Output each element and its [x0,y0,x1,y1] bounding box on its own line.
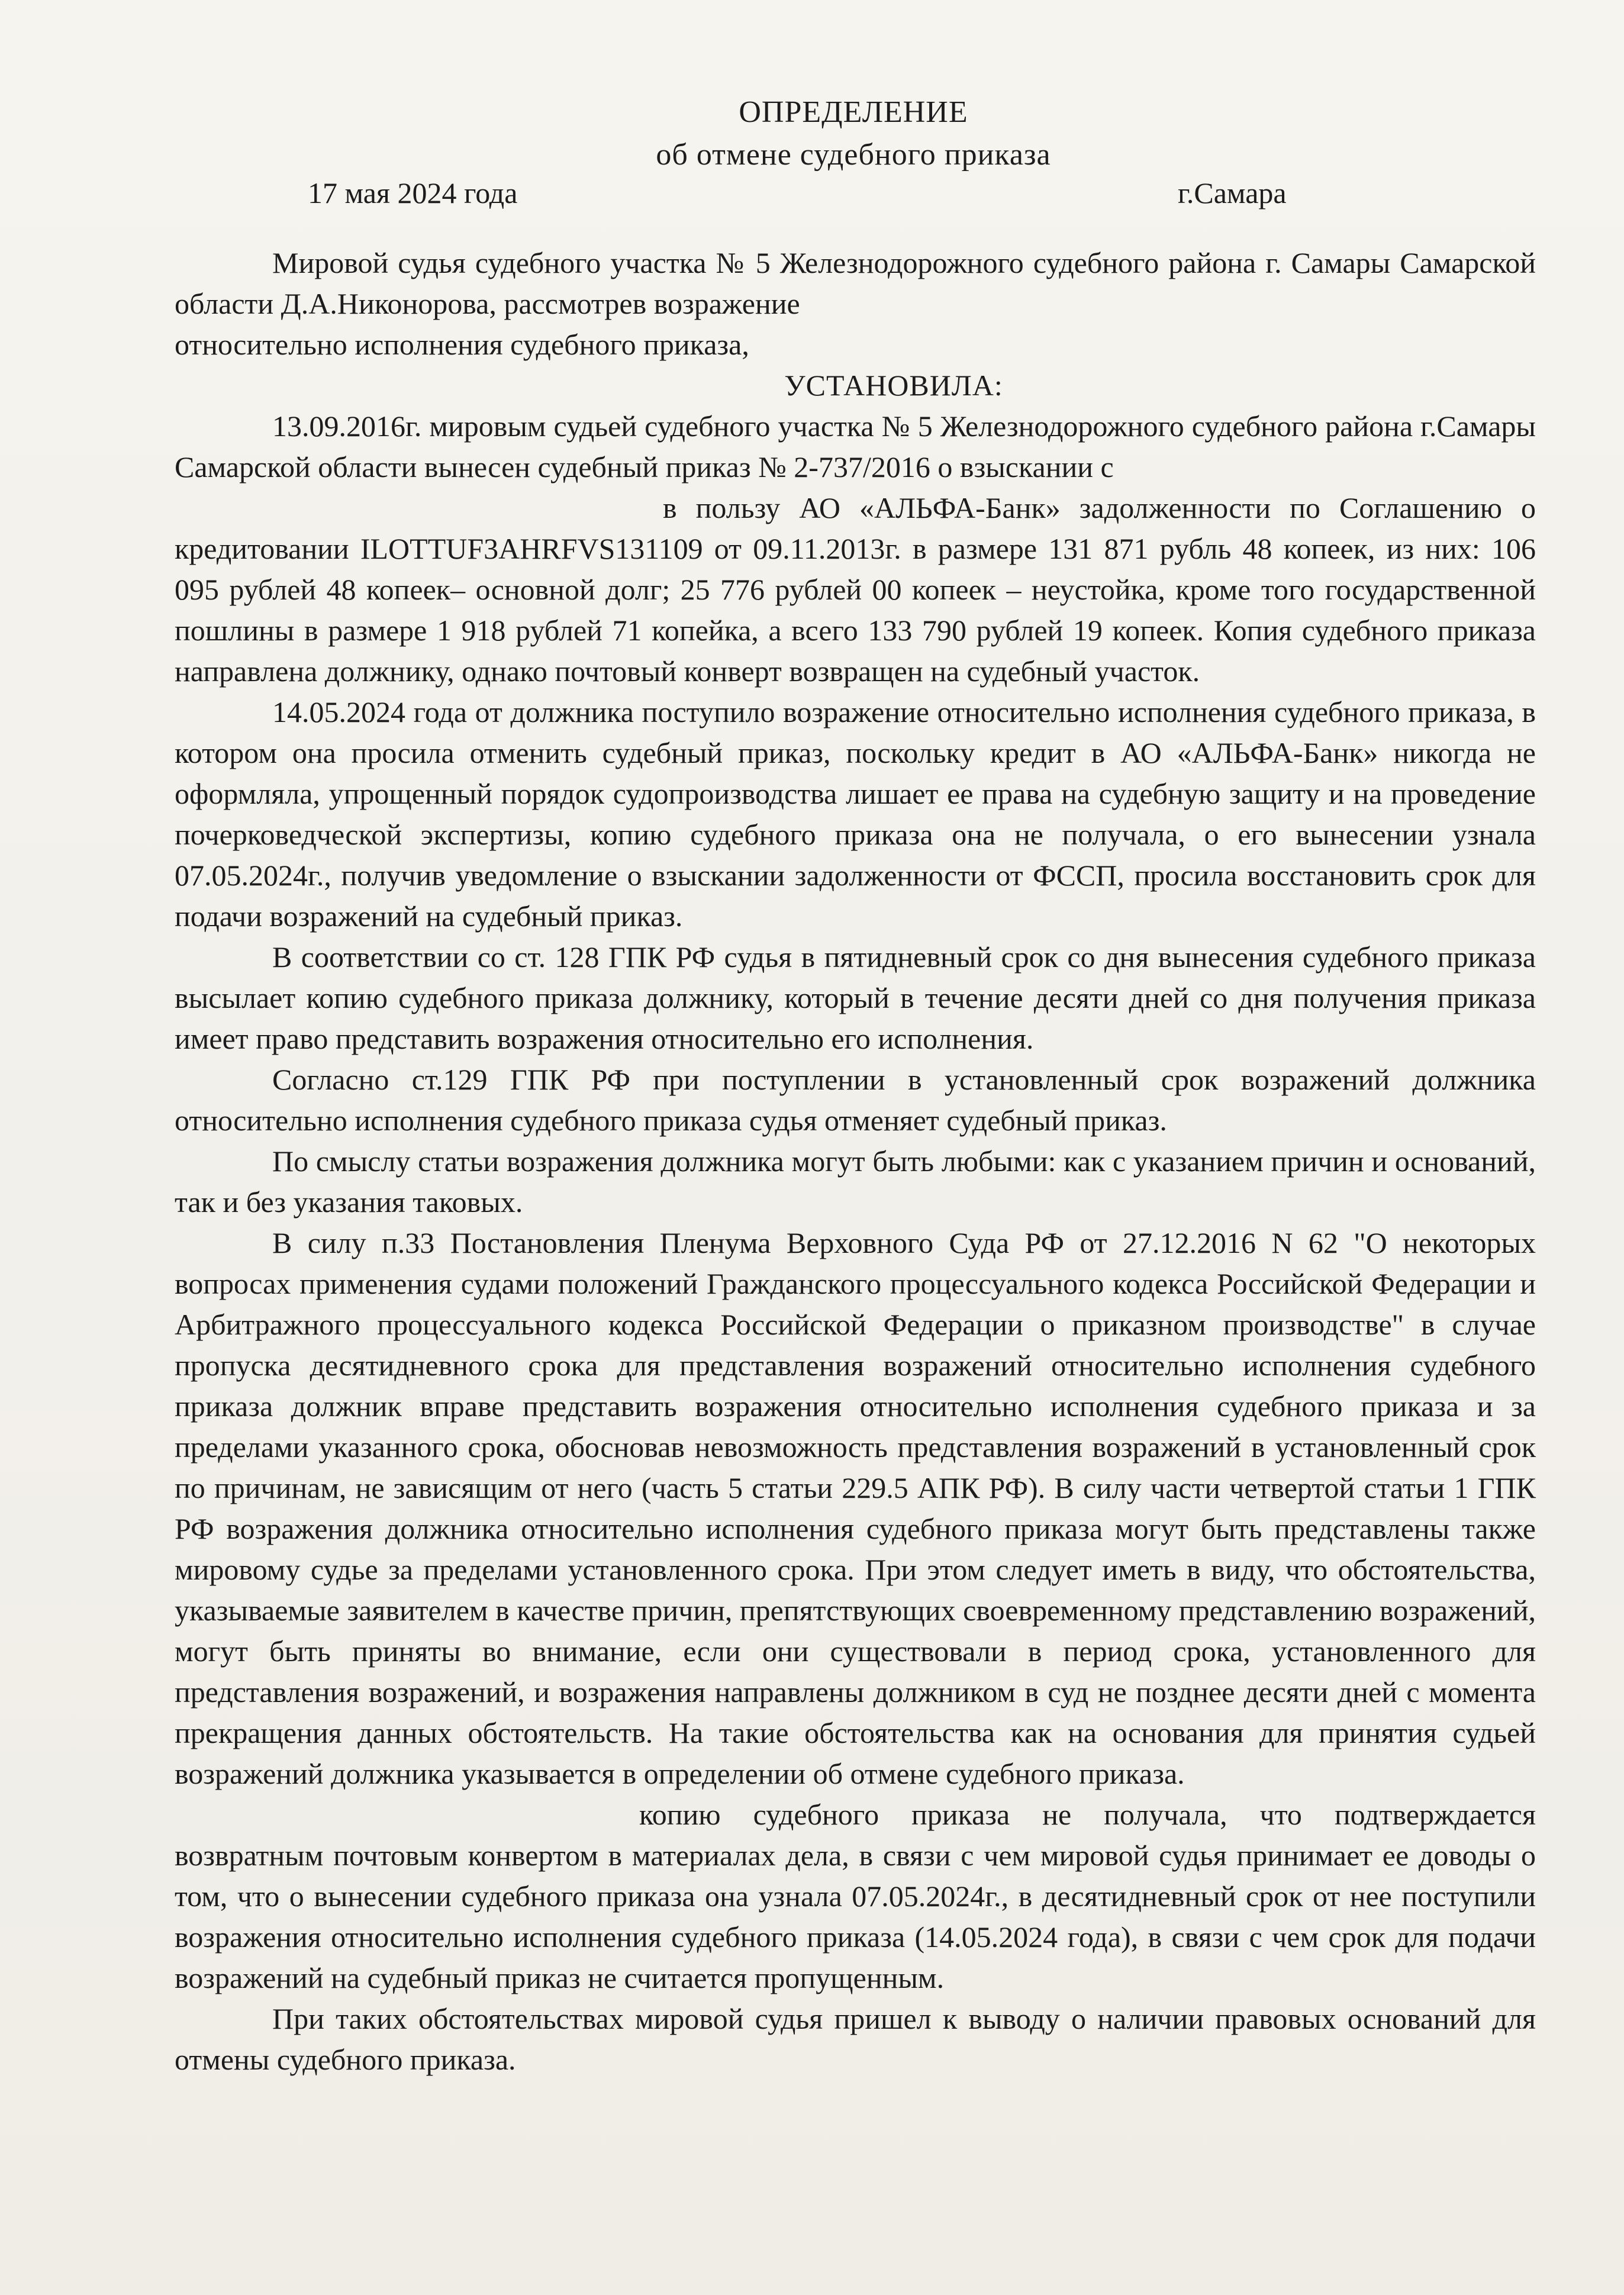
paragraph-conclusion: При таких обстоятельствах мировой судья пришел к выводу о наличии правовых оснований для отмены судебного приказа. [175,2002,1536,2076]
document-title: ОПРЕДЕЛЕНИЕ [739,95,968,129]
document-subtitle: об отмене судебного приказа [656,138,1051,172]
paragraph-article-128: В соответствии со ст. 128 ГПК РФ судья в пятидневный срок со дня вынесения судебного приказа высылает копию судебного приказа должнику, который в течение десяти дней со дня получения приказа имеет право представить возражения относительно его исполнения. [175,940,1536,1055]
document-body [175,243,1536,2080]
paragraph-plenum: В силу п.33 Постановления Пленума Верховного Суда РФ от 27.12.2016 N 62 "О некоторых вопросах применения судами положений Гражданского процессуального кодекса Российской Федерации и Арбитражного процессуального кодекса Российской Федерации о приказном производстве" в случае пропуска десятидневного срока для представления возражений относительно исполнения судебного приказа должник вправе представить возражения относительно исполнения судебного приказа и за пределами указанного срока, обосновав невозможность представления возражений в установленный срок по причинам, не зависящим от него (часть 5 статьи 229.5 АПК РФ). В силу части четвертой статьи 1 ГПК РФ возражения должника относительно исполнения судебного приказа могут быть представлены также мировому судье за пределами установленного срока. При этом следует иметь в виду, что обстоятельства, указываемые заявителем в качестве причин, препятствующих своевременному представлению возражений, могут быть приняты во внимание, если они существовали в период срока, установленного для представления возражений, и возражения направлены должником в суд не позднее десяти дней с момента прекращения данных обстоятельств. На такие обстоятельства как на основания для принятия судьей возражений должника указывается в определении об отмене судебного приказа. [175,1226,1536,1790]
paragraph-order-details [175,488,1536,692]
document-city: г.Самара [1178,176,1287,209]
paragraph-objection: 14.05.2024 года от должника поступило возражение относительно исполнения судебного приказа, в котором она просила отменить судебный приказ, поскольку кредит в АО «АЛЬФА-Банк» никогда не оформляла, упрощенный порядок судопроизводства лишает ее права на судебную защиту и на проведение почерковедческой экспертизы, копию судебного приказа она не получала, о его вынесении узнала 07.05.2024г., получив уведомление о взыскании задолженности от ФССП, просила восстановить срок для подачи возражений на судебный приказ. [175,695,1536,933]
section-heading: УСТАНОВИЛА: [784,369,1003,402]
paragraph-meaning: По смыслу статьи возражения должника могут быть любыми: как с указанием причин и оснований, так и без указания таковых. [175,1145,1536,1219]
intro-paragraph-continuation: относительно исполнения судебного приказа, [175,328,749,361]
paragraph-not-received-text: копию судебного приказа не получала, что подтверждается возвратным почтовым конвертом в материалах дела, в связи с чем мировой судья принимает ее доводы о том, что о вынесении судебного приказа она узнала 07.05.2024г., в десятидневный срок от нее поступили возражения относительно исполнения судебного приказа (14.05.2024 года), в связи с чем срок для подачи возражений на судебный приказ не считается пропущенным. [175,1798,1536,1994]
intro-paragraph: Мировой судья судебного участка № 5 Железнодорожного судебного района г. Самары Самарской области Д.А.Никонорова, рассмотрев возражение [175,246,1536,320]
paragraph-order-issued: 13.09.2016г. мировым судьей судебного участка № 5 Железнодорожного судебного района г.Самары Самарской области вынесен судебный приказ № 2-737/2016 о взыскании с [175,410,1536,484]
document-date: 17 мая 2024 года [308,176,518,209]
paragraph-order-details-text: в пользу АО «АЛЬФА-Банк» задолженности по Соглашению о кредитовании ILOTTUF3AHRFVS131109 от 09.11.2013г. в размере 131 871 рубль 48 копеек, из них: 106 095 рублей 48 копеек– основной долг; 25 776 рублей 00 копеек – неустойка, кроме того государственной пошлины в размере 1 918 рублей 71 копейка, а всего 133 790 рублей 19 копеек. Копия судебного приказа направлена должнику, однако почтовый конверт возвращен на судебный участок. [175,491,1536,688]
paragraph-article-129: Согласно ст.129 ГПК РФ при поступлении в установленный срок возражений должника относительно исполнения судебного приказа судья отменяет судебный приказ. [175,1063,1536,1137]
paragraph-not-received [175,1794,1536,1999]
